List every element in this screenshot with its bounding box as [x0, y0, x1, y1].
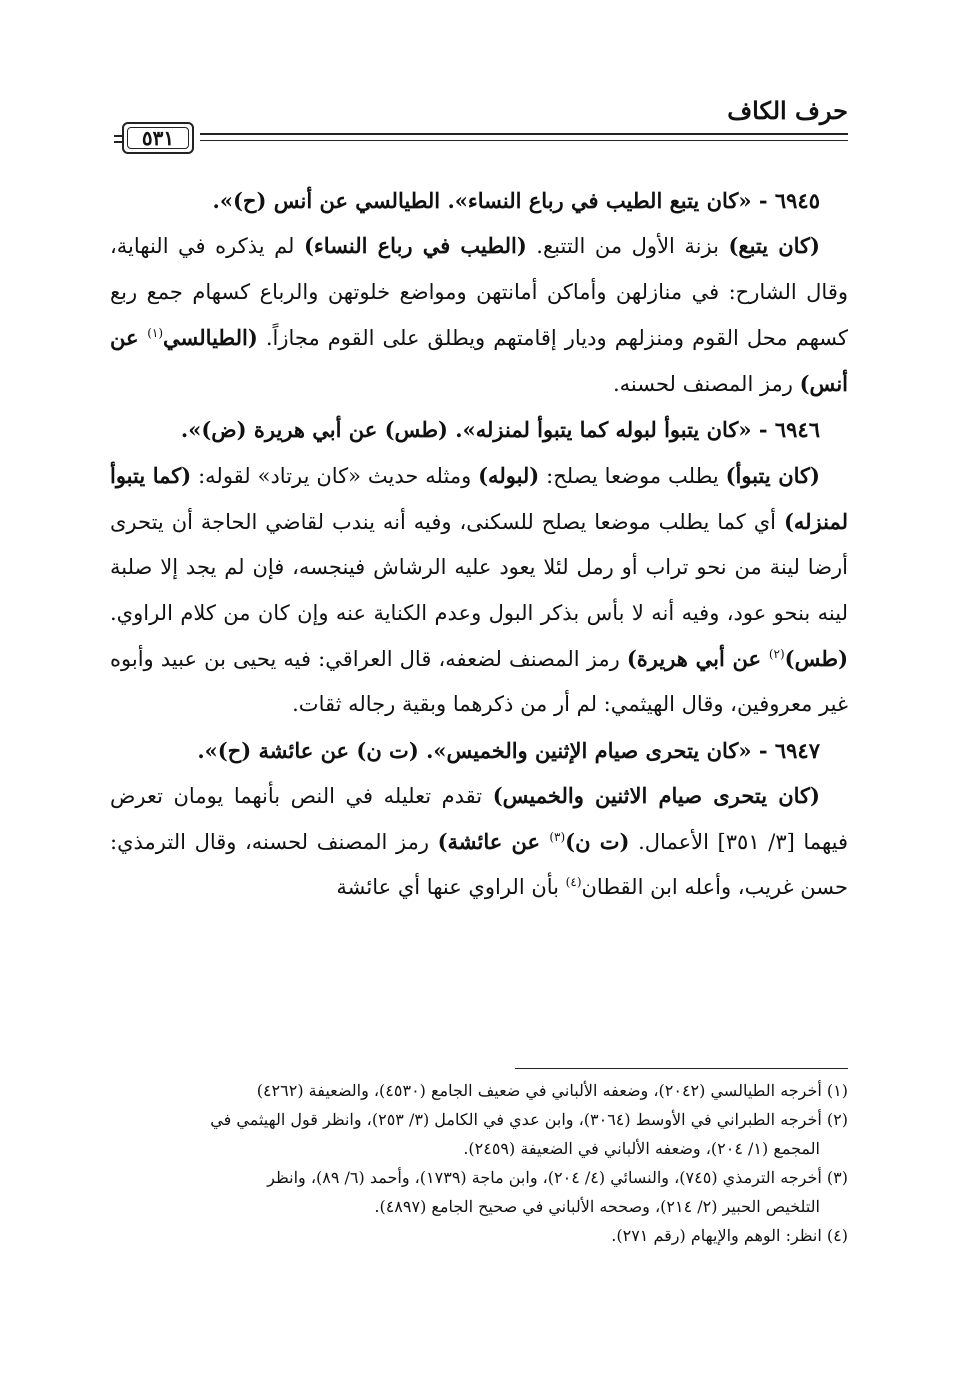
header-rule: [200, 133, 848, 135]
page-number-box: [122, 122, 194, 154]
footnote-2: (٢) أخرجه الطبراني في الأوسط (٣٠٦٤)، وابن عدي في الكامل (٣/ ٢٥٣)، وانظر قول الهيثمي في: [210, 1110, 848, 1129]
footnote-ref-2[interactable]: (٢): [768, 646, 785, 661]
chapter-title: حرف الكاف: [727, 96, 848, 125]
footnote-3-cont: التلخيص الحبير (٢/ ٢١٤)، وصححه الألباني في صحيح الجامع (٤٨٩٧).: [374, 1197, 820, 1216]
footnotes: [110, 1076, 848, 1250]
footnote-3: (٣) أخرجه الترمذي (٧٤٥)، والنسائي (٤/ ٢٠٤)، وابن ماجة (١٧٣٩)، وأحمد (٦/ ٨٩)، وانظر: [267, 1168, 848, 1187]
hadith-6946: ٦٩٤٦ - «كان يتبوأ لبوله كما يتبوأ لمنزله». (طس) عن أبي هريرة (ض)».: [180, 417, 820, 443]
footnote-ref-1[interactable]: (١): [147, 325, 164, 340]
hadith-6945: ٦٩٤٥ - «كان يتبع الطيب في رباع النساء». الطيالسي عن أنس (ح)».: [212, 188, 820, 213]
page-number: ٥٣١: [141, 126, 175, 150]
hadith-6947: ٦٩٤٧ - «كان يتحرى صيام الإثنين والخميس». (ت ن) عن عائشة (ح)».: [197, 737, 820, 763]
main-text: [110, 178, 848, 911]
footnote-1: (١) أخرجه الطيالسي (٢٠٤٢)، وضعفه الألباني في ضعيف الجامع (٤٥٣٠)، والضعيفة (٤٢٦٢): [256, 1081, 848, 1100]
commentary-6946: (كان يتبوأ) يطلب موضعا يصلح: (لبوله) ومثله حديث «كان يرتاد» لقوله: (كما يتبوأ لمنزله) أي كما يطلب موضعا يصلح للسكنى، وفيه أنه يندب لقاضي الحاجة أن يتحرى أرضا لينة من نحو تراب أو رمل لئلا يعود عليه الرشاش فينجسه، فإن لم يجد إلا صلبة لينه بنحو عود، وفيه أنه لا بأس بذكر البول وعدم الكناية عنه وإن كان من كلام الراوي. (طس)$^{(٢)}$ عن أبي هريرة) رمز المصنف لضعفه، قال العراقي: فيه يحيى بن عبيد وأبوه غير معروفين، وقال الهيثمي: لم أر من ذكرهما وبقية رجاله ثقات.: [110, 462, 848, 717]
footnote-2-cont: المجمع (١/ ٢٠٤)، وضعفه الألباني في الضعيفة (٢٤٥٩).: [463, 1139, 820, 1158]
commentary-6945: (كان يتبع) بزنة الأول من التتبع. (الطيب في رباع النساء) لم يذكره في النهاية، وقال الشارح: في منازلهن وأماكن أمانتهن ومواضع خلوتهن والرباع كسهام جمع ربع كسهم محل القوم ومنزلهم وديار إقامتهم ويطلق على القوم مجازاً. (الطيالسي$^{(١)}$ عن أنس) رمز المصنف لحسنه.: [110, 233, 848, 397]
footnote-ref-4[interactable]: (٤): [565, 875, 582, 890]
footnote-divider: [515, 1068, 848, 1069]
commentary-6947: (كان يتحرى صيام الاثنين والخميس) تقدم تعليله في النص بأنهما يومان تعرض فيهما [٣/ ٣٥١] الأعمال. (ت ن)$^{(٣)}$ عن عائشة) رمز المصنف لحسنه، وقال الترمذي: حسن غريب، وأعله ابن القطان$^{(٤)}$ بأن الراوي عنها أي عائشة: [110, 782, 849, 900]
footnote-4: (٤) انظر: الوهم والإيهام (رقم ٢٧١).: [611, 1226, 848, 1245]
header-rule-thin: [200, 140, 848, 141]
footnote-ref-3[interactable]: (٣): [549, 830, 566, 845]
